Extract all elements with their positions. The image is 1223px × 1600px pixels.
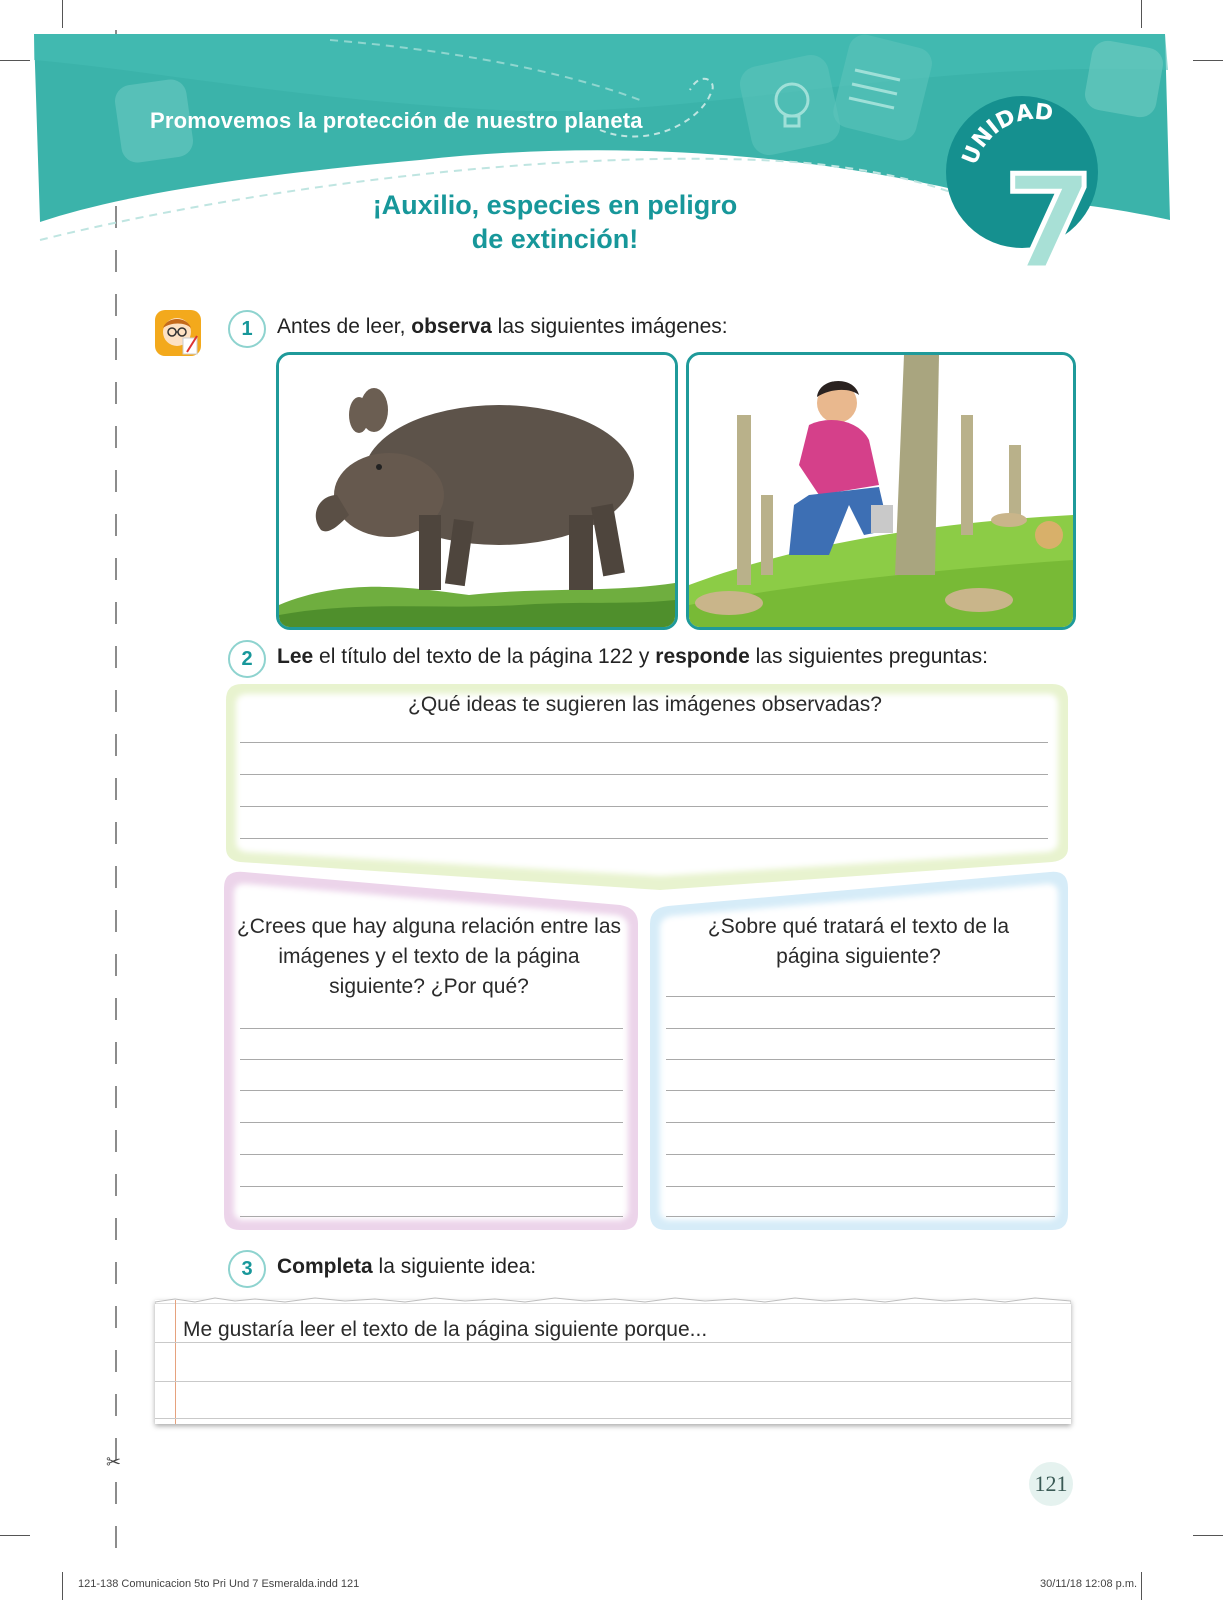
instruction-text: las siguientes preguntas:	[749, 645, 988, 668]
answer-line[interactable]	[666, 1028, 1055, 1029]
unit-word: UNIDAD	[957, 99, 1055, 169]
answer-line[interactable]	[240, 774, 1048, 775]
answer-line[interactable]	[666, 1059, 1055, 1060]
answer-line[interactable]	[155, 1342, 1071, 1343]
question-topic: ¿Sobre qué tratará el texto de la página siguiente?	[707, 915, 1010, 968]
answer-line[interactable]	[240, 1186, 623, 1187]
unit-number: 7	[1004, 147, 1095, 276]
answer-line[interactable]	[240, 1154, 623, 1155]
answer-line[interactable]	[666, 996, 1055, 997]
answer-line[interactable]	[240, 742, 1048, 743]
answer-line[interactable]	[155, 1381, 1071, 1382]
subtitle-line-1: ¡Auxilio, especies en peligro	[372, 190, 738, 220]
answer-line[interactable]	[240, 1122, 623, 1123]
notebook-paper	[155, 1300, 1071, 1424]
answer-line[interactable]	[666, 1154, 1055, 1155]
instruction-verb: observa	[411, 315, 492, 338]
instruction-text: la siguiente idea:	[372, 1255, 537, 1278]
instruction-verb: responde	[655, 645, 750, 668]
answer-line[interactable]	[666, 1090, 1055, 1091]
instruction-text: las siguientes imágenes:	[491, 315, 728, 338]
activity-3-instruction	[277, 1255, 536, 1279]
instruction-verb: Lee	[277, 645, 314, 668]
answer-line[interactable]	[155, 1418, 1071, 1419]
answer-line[interactable]	[240, 1216, 623, 1217]
subtitle-line-2: de extinción!	[471, 224, 639, 254]
answer-line[interactable]	[240, 838, 1048, 839]
answer-line[interactable]	[240, 806, 1048, 807]
torn-edge	[155, 1294, 1071, 1304]
answer-line[interactable]	[666, 1122, 1055, 1123]
activity-1-number: 1	[228, 310, 266, 348]
answer-line[interactable]	[666, 1216, 1055, 1217]
activity-3-number: 3	[228, 1250, 266, 1288]
instruction-text: Antes de leer,	[277, 315, 412, 338]
margin-line	[175, 1300, 176, 1424]
page-number: 121	[1029, 1462, 1073, 1506]
scissors-icon: ✂	[106, 1452, 122, 1472]
answer-line[interactable]	[666, 1186, 1055, 1187]
question-relation: ¿Crees que hay alguna relación entre las imágenes y el texto de la página siguiente? ¿Por qué?	[236, 915, 622, 998]
activity-2-number: 2	[228, 640, 266, 678]
unit-title: Promovemos la protección de nuestro planeta	[150, 108, 643, 133]
instruction-verb: Completa	[277, 1255, 373, 1278]
answer-line[interactable]	[240, 1090, 623, 1091]
instruction-text: el título del texto de la página 122 y	[313, 645, 656, 668]
answer-line[interactable]	[240, 1059, 623, 1060]
footer-date: 30/11/18 12:08 p.m.	[1040, 1578, 1138, 1590]
note-prompt: Me gustaría leer el texto de la página siguiente porque...	[183, 1318, 708, 1341]
question-images-ideas: ¿Qué ideas te sugieren las imágenes observadas?	[408, 693, 882, 716]
footer-filename: 121-138 Comunicacion 5to Pri Und 7 Esmeralda.indd 121	[78, 1578, 360, 1590]
answer-line[interactable]	[240, 1028, 623, 1029]
